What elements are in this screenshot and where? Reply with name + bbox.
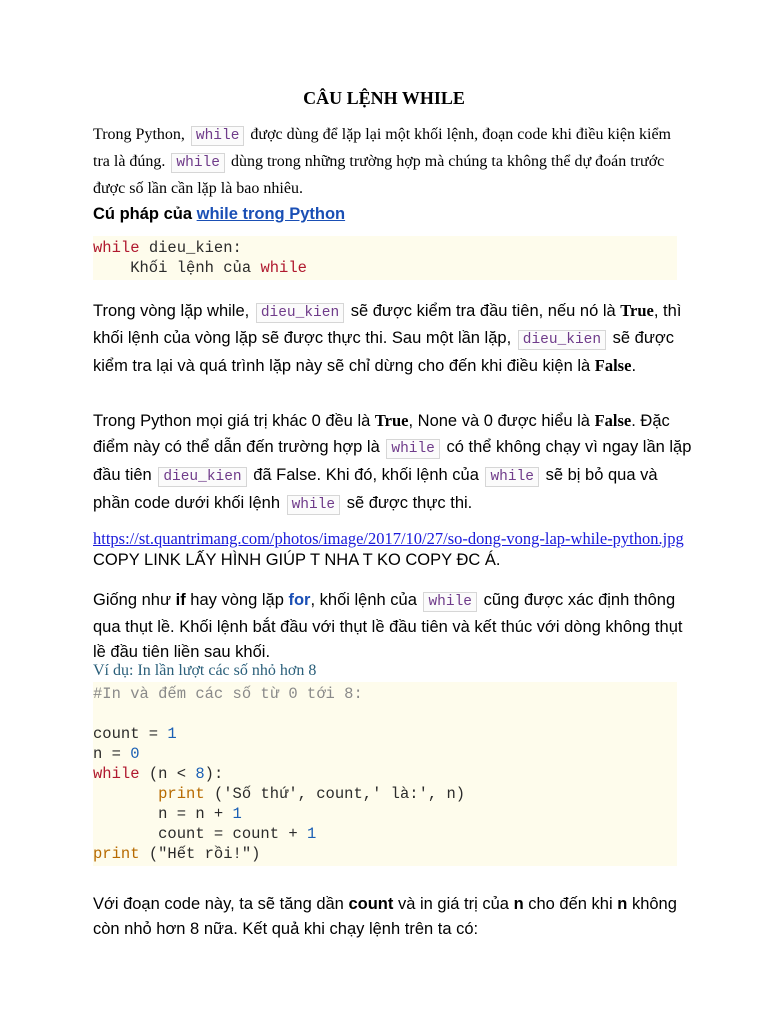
link-note: COPY LINK LẤY HÌNH GIÚP T NHA T KO COPY ĐC Á. bbox=[93, 551, 501, 569]
paragraph-loop-condition bbox=[93, 298, 693, 379]
code-text: dieu_kien: bbox=[139, 239, 242, 257]
para2-text: đã False. Khi đó, khối lệnh của bbox=[253, 466, 479, 484]
para1-text: Trong vòng lặp while, bbox=[93, 302, 250, 320]
bold-count: count bbox=[348, 895, 394, 913]
code-number: 8 bbox=[195, 765, 205, 783]
keyword-while: while bbox=[191, 126, 245, 146]
intro-text-1: Trong Python, bbox=[93, 126, 185, 143]
code-text: (n < bbox=[139, 765, 196, 783]
code-keyword: while bbox=[260, 259, 307, 277]
para1-text: sẽ được kiểm tra đầu tiên, nếu nó là bbox=[350, 302, 616, 320]
paragraph-indentation bbox=[93, 588, 693, 665]
keyword-dieu-kien: dieu_kien bbox=[158, 467, 246, 487]
keyword-while: while bbox=[386, 439, 440, 459]
code-keyword: while bbox=[93, 765, 140, 783]
para3-text: hay vòng lặp bbox=[190, 591, 284, 609]
code-text: n = bbox=[93, 745, 131, 763]
para1-text: , thì khối lệnh của vòng lặp sẽ được thực thi. Sau một lần lặp, bbox=[93, 302, 682, 347]
para4-text: cho đến khi bbox=[528, 895, 613, 913]
para2-text: sẽ được thực thi. bbox=[346, 494, 473, 512]
image-link-line bbox=[93, 528, 693, 571]
code-text: count = bbox=[93, 725, 168, 743]
paragraph-true-false bbox=[93, 408, 693, 518]
para2-text: , None và 0 được hiểu là bbox=[408, 412, 590, 430]
para4-text: và in giá trị của bbox=[397, 895, 509, 913]
code-number: 1 bbox=[306, 825, 317, 843]
code-keyword: while bbox=[93, 239, 140, 257]
bold-for: for bbox=[288, 591, 311, 609]
para1-text: sẽ được kiểm tra lại và quá trình lặp này sẽ chỉ dừng cho đến khi điều kiện là bbox=[93, 329, 674, 375]
bold-n: n bbox=[513, 895, 524, 913]
para2-text: sẽ bị bỏ qua và phần code dưới khối lệnh bbox=[93, 466, 658, 512]
intro-text-3: dùng trong những trường hợp mà chúng ta không thể dự đoán trước được số lần cần lặp là bao nhiêu. bbox=[93, 153, 665, 197]
code-text: ("Hết rồi!") bbox=[139, 845, 261, 863]
keyword-while: while bbox=[287, 495, 341, 515]
syntax-heading-text: Cú pháp của bbox=[93, 205, 193, 223]
code-number: 1 bbox=[167, 725, 177, 743]
code-text: ): bbox=[204, 765, 224, 783]
image-link[interactable]: https://st.quantrimang.com/photos/image/2017/10/27/so-dong-vong-lap-while-python.jpg bbox=[93, 529, 684, 548]
code-text: n = n + bbox=[93, 805, 233, 823]
code-comment: #In và đếm các số từ 0 tới 8: bbox=[93, 685, 363, 703]
para3-text: cũng được xác định thông qua thụt lề. Khối lệnh bắt đầu với thụt lề đầu tiên và kết thúc với dòng không thụt lề đầu tiên liền sau khối. bbox=[93, 591, 683, 661]
code-text bbox=[93, 785, 158, 803]
bold-true: True bbox=[620, 301, 654, 320]
keyword-dieu-kien: dieu_kien bbox=[256, 303, 344, 323]
bold-true: True bbox=[374, 411, 409, 430]
para3-text: , khối lệnh của bbox=[310, 591, 417, 609]
keyword-while: while bbox=[171, 153, 225, 173]
example-code-block bbox=[93, 682, 677, 866]
code-builtin: print bbox=[158, 785, 205, 803]
code-text: count = count + bbox=[93, 825, 307, 843]
syntax-code-block bbox=[93, 236, 677, 280]
paragraph-explanation bbox=[93, 892, 693, 942]
bold-false: False bbox=[594, 411, 632, 430]
code-number: 0 bbox=[130, 745, 140, 763]
example-title: Ví dụ: In lần lượt các số nhỏ hơn 8 bbox=[93, 662, 317, 679]
para2-text: . Đặc điểm này có thể dẫn đến trường hợp là bbox=[93, 412, 670, 456]
para4-text: Với đoạn code này, ta sẽ tăng dần bbox=[93, 895, 344, 913]
para3-text: Giống như bbox=[93, 591, 172, 609]
bold-if: if bbox=[175, 591, 186, 609]
bold-false: False bbox=[594, 356, 632, 375]
code-number: 1 bbox=[232, 805, 242, 823]
bold-n: n bbox=[617, 895, 628, 913]
keyword-while: while bbox=[423, 592, 477, 612]
syntax-heading bbox=[93, 205, 345, 224]
para1-text: . bbox=[631, 357, 637, 375]
para4-text: không còn nhỏ hơn 8 nữa. Kết quả khi chạy lệnh trên ta có: bbox=[93, 895, 677, 938]
para2-text: có thể không chạy vì ngay lần lặp đầu tiên bbox=[93, 438, 692, 484]
intro-text-2: được dùng để lặp lại một khối lệnh, đoạn code khi điều kiện kiểm tra là đúng. bbox=[93, 126, 671, 170]
page-title: CÂU LỆNH WHILE bbox=[303, 88, 465, 108]
intro-paragraph bbox=[93, 122, 683, 202]
keyword-while: while bbox=[485, 467, 539, 487]
code-text: ('Số thứ', count,' là:', n) bbox=[204, 785, 466, 803]
code-text: Khối lệnh của bbox=[93, 259, 261, 277]
code-builtin: print bbox=[93, 845, 140, 863]
syntax-link[interactable]: while trong Python bbox=[196, 205, 346, 223]
keyword-dieu-kien: dieu_kien bbox=[518, 330, 606, 350]
para2-text: Trong Python mọi giá trị khác 0 đều là bbox=[93, 412, 371, 430]
